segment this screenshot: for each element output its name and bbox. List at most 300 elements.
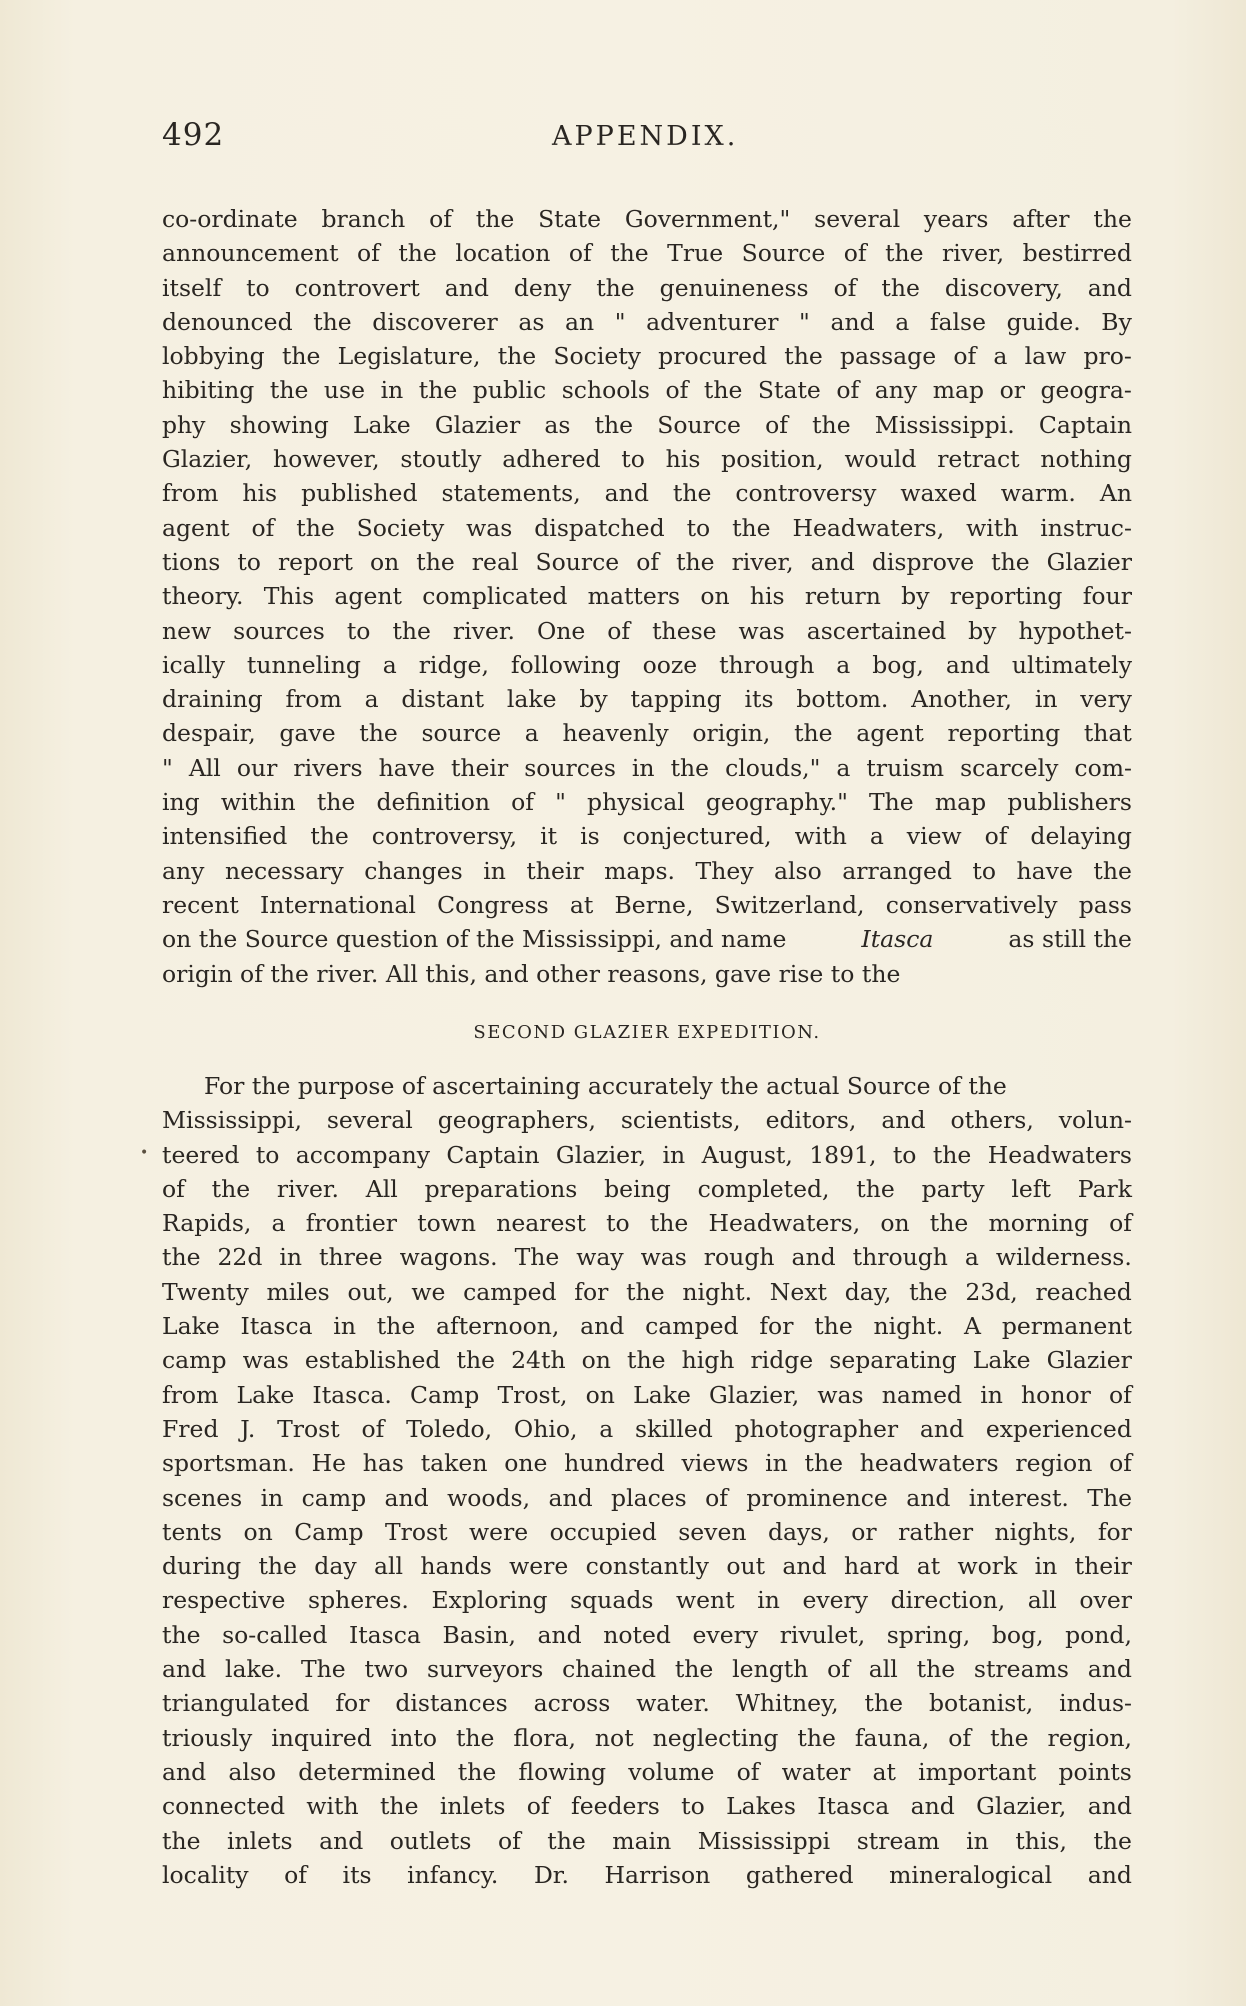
word: hard [843,1552,900,1581]
word: changes [364,856,463,885]
word: and [162,1655,207,1684]
word: squads [570,1586,654,1615]
word: procured [658,342,768,371]
word: " [614,307,626,336]
word: retract [937,445,1020,474]
word: nothing [1040,445,1132,474]
word: showing [229,410,329,439]
word: volun- [1058,1106,1132,1135]
word: points [1058,1757,1132,1786]
margin-mark: • [140,1145,149,1161]
word: Basin, [442,1620,516,1649]
word: Trost [384,1517,448,1546]
word: a [599,1414,614,1443]
word: " [799,307,810,336]
word: indus- [1059,1689,1132,1718]
word: frontier [305,1209,398,1238]
word: flowing [518,1757,607,1786]
word: passage [839,342,937,371]
word: water. [636,1689,710,1718]
word: necessary [224,856,344,885]
word: to [621,445,645,474]
word: physical [587,788,685,817]
word: the [418,376,458,405]
word: co-ordinate [162,205,298,233]
word: in [483,856,506,885]
text-line [162,442,1132,476]
text-line [162,202,1132,236]
word: to [606,1209,630,1238]
word: the [162,1243,201,1272]
word: of [705,1483,728,1512]
word: in [765,1449,788,1478]
word: Glazier, [555,1140,647,1169]
word: real [471,547,519,576]
word: woods, [447,1483,531,1512]
text-line [162,1755,1132,1789]
text-line [162,922,1132,956]
word: to [246,273,270,302]
word: scientists, [620,1106,741,1135]
word: heavenly [562,719,669,748]
word: the [703,376,743,405]
word: by [968,616,997,645]
word: taken [420,1449,488,1478]
word: truism [866,753,945,782]
word: of [511,788,534,817]
word: day [314,1552,357,1581]
text-line [162,1721,1132,1755]
word: published [301,479,418,508]
word: law [1024,342,1067,371]
text-line [162,716,1132,750]
word: the [269,376,309,405]
word: a [895,307,910,336]
word: night. [682,1277,753,1306]
word: The [514,1243,560,1272]
word: in [631,753,655,782]
word: State [538,205,601,233]
word: after [1012,205,1070,233]
word: the [885,239,924,268]
word: the [804,1449,844,1478]
word: several [814,205,901,233]
word: August, [701,1140,793,1169]
word: following [510,650,621,679]
word: the [457,1757,497,1786]
word: Itasca [240,1312,313,1341]
word: named [881,1380,963,1409]
word: feeders [571,1792,660,1821]
word: Source [535,547,620,576]
word: bestirred [1022,239,1132,268]
word: 22d [217,1243,263,1272]
word: rivulet, [779,1620,866,1649]
word: was [738,616,785,645]
word: map [934,788,987,817]
word: the [610,239,649,268]
text-line [162,339,1132,373]
word: respective [162,1586,286,1615]
word: the [594,410,634,439]
word: established [304,1346,441,1375]
word: fauna, [854,1723,930,1752]
word: He [311,1449,347,1478]
word: Headwaters, [708,1209,861,1238]
word: any [874,376,918,405]
word: in [260,1483,284,1512]
word: the [990,1723,1029,1752]
word: spheres. [308,1586,409,1615]
word: his [242,479,278,508]
word: river. [276,1174,339,1203]
word: Lake [972,1346,1031,1375]
word: Fred [162,1414,219,1443]
word: Lakes [726,1792,796,1821]
word: so-called [222,1620,328,1649]
word: tunneling [246,650,361,679]
text-line [162,648,1132,682]
word: sources [524,753,616,782]
word: several [326,1106,413,1135]
word: or [851,1517,877,1546]
word: source [421,719,502,748]
word: By [1101,307,1132,336]
word: the [784,342,823,371]
paragraph-lines [162,202,1132,922]
word: water [781,1757,851,1786]
text-line [162,1172,1132,1206]
word: statements, [441,479,581,508]
word: the [814,1312,853,1341]
word: across [533,1689,611,1718]
text-line [162,1686,1132,1720]
word: the [455,1723,495,1752]
word: was [817,1380,864,1409]
word: This [263,582,315,611]
word: Source [741,239,826,268]
word: river. [452,616,515,645]
word: any [162,856,205,885]
word: is [580,822,600,851]
word: the [932,1140,972,1169]
word: within [220,788,296,817]
text-line [162,614,1132,648]
word: on [700,582,730,611]
word: main [612,1826,672,1855]
word: the [162,1826,201,1855]
word: conservatively [885,890,1058,919]
word: Itasca [817,1792,890,1821]
word: view [906,822,962,851]
text-segment: on the Source question of the Mississippi, and name [162,925,787,954]
word: for [574,1277,609,1306]
word: reached [1035,1277,1132,1306]
word: sources [233,616,325,645]
text-line [162,408,1132,442]
text-line-last [162,957,1132,991]
word: very [1080,685,1132,714]
word: the [547,1826,586,1855]
word: Lake [352,410,411,439]
word: the [398,239,437,268]
word: to [346,616,371,645]
word: all [373,1552,404,1581]
word: important [918,1757,1037,1786]
word: teered [162,1140,240,1169]
word: the [794,719,833,748]
word: rather [898,1517,974,1546]
word: or [999,376,1025,405]
word: places [611,1483,687,1512]
word: J. [240,1414,256,1443]
word: out [726,1552,766,1581]
word: True [667,239,724,268]
word: pro- [1083,342,1132,371]
word: and [830,307,875,336]
word: a [993,342,1008,371]
word: the [649,1209,689,1238]
word: discoverer [372,307,498,336]
word: to [681,1792,705,1821]
word: distant [401,685,485,714]
word: the [296,513,335,542]
word: locality [162,1860,249,1889]
word: hypothet- [1018,616,1132,645]
word: hundred [564,1449,665,1478]
word: Glazier [1046,547,1132,576]
word: have [1016,856,1073,885]
word: editors, [765,1106,857,1135]
word: adventurer [646,307,779,336]
text-line [162,1824,1132,1858]
word: All [188,753,221,782]
word: and [791,1243,836,1272]
word: spring, [886,1620,971,1649]
word: Exploring [431,1586,548,1615]
word: Glazier, [976,1792,1067,1821]
word: recent [162,890,239,919]
word: experienced [985,1414,1132,1443]
word: and [162,1757,207,1786]
word: stoutly [400,445,482,474]
word: views [681,1449,749,1478]
word: as [518,307,545,336]
word: the [211,1174,251,1203]
word: of [251,513,275,542]
word: to [892,1140,917,1169]
word: Itasca [348,1620,421,1649]
word: Camp [294,1517,364,1546]
word: constantly [585,1552,709,1581]
word: controversy [735,479,877,508]
word: in [980,1380,1003,1409]
word: a [364,685,379,714]
word: two [364,1655,409,1684]
word: inquired [271,1723,372,1752]
word: the [881,273,920,302]
word: Glazier, [709,1380,800,1409]
word: of [284,1860,307,1889]
paragraph-lines [162,1103,1132,1892]
word: left [1011,1174,1051,1203]
word: reporting [947,719,1061,748]
word: on [581,1346,611,1375]
word: one [504,1449,548,1478]
word: their [526,856,584,885]
word: pass [1078,890,1132,919]
word: the [732,513,771,542]
page-number: 492 [162,117,225,153]
word: camped [645,1312,739,1341]
word: the [1093,205,1132,233]
text-line [162,819,1132,853]
word: Glazier [434,410,521,439]
word: All [365,1174,398,1203]
word: the [991,547,1030,576]
word: that [1083,719,1132,748]
text-line [162,1618,1132,1652]
word: draining [162,685,263,714]
word: over [1079,1586,1132,1615]
text-line [162,1549,1132,1583]
word: controvert [294,273,420,302]
word: and [580,1312,625,1341]
word: their [1074,1552,1132,1581]
word: of [497,1826,521,1855]
text-line [162,476,1132,510]
word: was [242,1346,289,1375]
word: and [604,479,649,508]
word: the [812,410,851,439]
word: botanist, [928,1689,1034,1718]
word: of [162,1174,185,1203]
word: ically [162,650,225,679]
word: and [919,1414,965,1443]
word: the [359,719,398,748]
word: it [540,822,558,851]
word: the [313,307,352,336]
word: years [923,205,989,233]
word: the [1093,1826,1132,1855]
word: of [948,1723,972,1752]
word: tapping [630,685,722,714]
text-line [162,1652,1132,1686]
word: outlets [389,1826,472,1855]
word: however, [273,445,380,474]
word: false [929,307,987,336]
text-line [162,1481,1132,1515]
word: new [162,616,212,645]
word: of [1109,1209,1132,1238]
word: not [594,1723,634,1752]
word: Dr. [533,1860,569,1889]
word: ing [162,788,200,817]
word: of [736,1757,760,1786]
word: days, [767,1517,830,1546]
word: and [537,1620,582,1649]
word: hands [420,1552,492,1581]
word: the [626,1277,665,1306]
text-line [162,1343,1132,1377]
word: for [335,1689,370,1718]
text-line [162,1412,1132,1446]
word: arranged [842,856,952,885]
word: through [852,1243,948,1272]
word: despair, [162,719,256,748]
word: of [843,239,867,268]
word: Mississippi, [162,1106,302,1135]
word: distances [395,1689,508,1718]
word: have [378,753,435,782]
text-line [162,1240,1132,1274]
word: Another, [911,685,1013,714]
word: seven [678,1517,747,1546]
word: all [868,1655,898,1684]
word: One [536,616,586,645]
word: An [1099,479,1132,508]
word: accompany [295,1140,431,1169]
word: all [1027,1586,1057,1615]
word: schools [561,376,650,405]
word: the [310,822,349,851]
word: with [306,1792,359,1821]
word: this, [1015,1826,1067,1855]
word: river, [942,239,1005,268]
word: Lake [236,1380,295,1409]
word: a [836,650,851,679]
word: Toledo, [406,1414,493,1443]
word: reporting [949,582,1063,611]
word: in [1034,1552,1058,1581]
word: we [411,1277,446,1306]
word: the [379,1792,419,1821]
word: dispatched [534,513,665,542]
word: party [921,1174,985,1203]
paragraph-expedition [162,1069,1132,1892]
word: and [444,273,489,302]
word: pond, [1065,1620,1132,1649]
text-segment: origin of the river. All this, and other reasons, gave rise to the [162,959,901,988]
word: in [662,1140,686,1169]
word: on [369,547,400,576]
word: the [281,342,321,371]
word: on [243,1517,273,1546]
word: the [670,753,710,782]
word: a [382,650,397,679]
word: triangulated [162,1689,310,1718]
word: inlets [439,1792,506,1821]
word: interest. [968,1483,1069,1512]
word: and [1087,1792,1132,1821]
word: of [1108,1380,1132,1409]
word: by [579,685,608,714]
word: and [384,1483,429,1512]
word: of [765,410,788,439]
word: ridge, [418,650,489,679]
text-line [162,271,1132,305]
word: the [909,1277,948,1306]
word: of [984,822,1008,851]
word: these [652,616,717,645]
word: and [810,547,855,576]
word: preparations [424,1174,578,1203]
word: were [469,1517,529,1546]
word: on [585,1380,615,1409]
text-line [162,785,1132,819]
word: tents [162,1517,222,1546]
word: Captain [446,1140,540,1169]
